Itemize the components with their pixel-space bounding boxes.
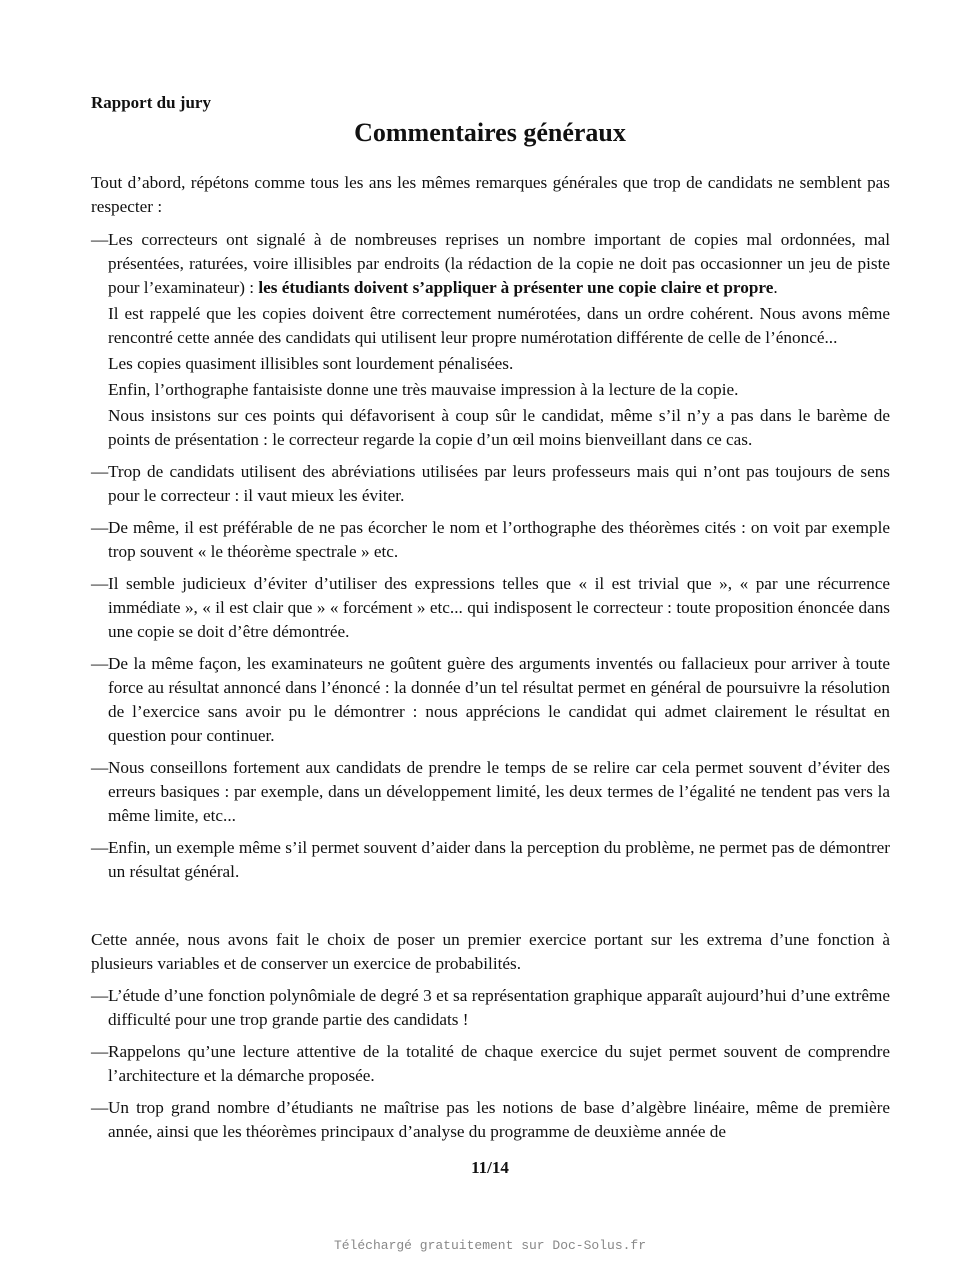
item-text: Trop de candidats utilisent des abréviations utilisées par leurs professeurs mais qui n’ont pas toujours de sens pour le correcteur : il vaut mieux les éviter. — [108, 462, 890, 505]
item-text: L’étude d’une fonction polynômiale de degré 3 et sa représentation graphique apparaît aujourd’hui d’une extrême difficulté pour une trop grande partie des candidats ! — [108, 986, 890, 1029]
item-text: Les correcteurs ont signalé à de nombreuses reprises un nombre important de copies mal ordonnées, mal présentées, raturées, voire illisibles par endroits (la rédaction de la copie ne doit pas occasionner un jeu de piste pour l’examinateur) : — [108, 230, 890, 297]
sub-paragraph: Il est rappelé que les copies doivent être correctement numérotées, dans un ordre cohérent. Nous avons même rencontré cette année des candidats qui utilisent leur propre numérotation différente de celle de l’énoncé... — [108, 304, 890, 347]
remarks-list — [91, 228, 890, 892]
em-dash-bullet: — — [91, 230, 109, 249]
download-footer: Téléchargé gratuitement sur Doc-Solus.fr — [333, 1238, 647, 1253]
em-dash-bullet: — — [91, 574, 109, 593]
em-dash-bullet: — — [91, 518, 109, 537]
exercise-paragraph: Cette année, nous avons fait le choix de poser un premier exercice portant sur les extrema d’une fonction à plusieurs variables et de conserver un exercice de probabilités. — [91, 930, 890, 973]
list-item — [91, 652, 890, 748]
exercise-remarks-list — [91, 984, 890, 1152]
list-item — [91, 1096, 890, 1144]
intro-paragraph: Tout d’abord, répétons comme tous les ans les mêmes remarques générales que trop de candidats ne semblent pas respecter : — [91, 173, 890, 216]
item-text: Il semble judicieux d’éviter d’utiliser des expressions telles que « il est trivial que », « par une récurrence immédiate », « il est clair que » « forcément » etc... qui indisposent le correcteur : toute proposition énoncée dans une copie se doit d’être démontrée. — [108, 574, 890, 641]
em-dash-bullet: — — [91, 462, 109, 481]
page-number: 11/14 — [471, 1158, 509, 1177]
sub-paragraph: Enfin, l’orthographe fantaisiste donne une très mauvaise impression à la lecture de la copie. — [108, 380, 739, 399]
report-header-label: Rapport du jury — [91, 93, 211, 112]
sub-paragraphs — [108, 302, 890, 452]
item-text: De même, il est préférable de ne pas écorcher le nom et l’orthographe des théorèmes cités : on voit par exemple trop souvent « le théorème spectrale » etc. — [108, 518, 890, 561]
list-item — [91, 756, 890, 828]
em-dash-bullet: — — [91, 654, 109, 673]
emphasis-text: les étudiants doivent s’appliquer à présenter une copie claire et propre — [258, 278, 774, 297]
item-text: Enfin, un exemple même s’il permet souvent d’aider dans la perception du problème, ne permet pas de démontrer un résultat général. — [108, 838, 890, 881]
item-text: Un trop grand nombre d’étudiants ne maîtrise pas les notions de base d’algèbre linéaire, même de première année, ainsi que les théorèmes principaux d’analyse du programme de deuxième année de — [108, 1098, 890, 1141]
list-item — [91, 1040, 890, 1088]
em-dash-bullet: — — [91, 1042, 109, 1061]
section-title: Commentaires généraux — [354, 118, 626, 147]
em-dash-bullet: — — [91, 758, 109, 777]
em-dash-bullet: — — [91, 1098, 109, 1117]
item-text: Rappelons qu’une lecture attentive de la totalité de chaque exercice du sujet permet souvent de comprendre l’architecture et la démarche proposée. — [108, 1042, 890, 1085]
list-item — [91, 460, 890, 508]
item-text: De la même façon, les examinateurs ne goûtent guère des arguments inventés ou fallacieux pour arriver à toute force au résultat annoncé dans l’énoncé : la donnée d’un tel résultat permet en général de poursuivre la résolution de l’exercice sans avoir pu le démontrer : nous apprécions le candidat qui admet clairement le résultat en question pour continuer. — [108, 654, 890, 745]
list-item — [91, 836, 890, 884]
item-text-end: . — [773, 278, 778, 297]
sub-paragraph: Les copies quasiment illisibles sont lourdement pénalisées. — [108, 354, 514, 373]
list-item — [91, 228, 890, 452]
item-text: Nous conseillons fortement aux candidats de prendre le temps de se relire car cela permet souvent d’éviter des erreurs basiques : par exemple, dans un développement limité, les deux termes de l’égalité ne tendent pas vers la même limite, etc... — [108, 758, 890, 825]
list-item — [91, 984, 890, 1032]
em-dash-bullet: — — [91, 986, 109, 1005]
em-dash-bullet: — — [91, 838, 109, 857]
list-item — [91, 572, 890, 644]
list-item — [91, 516, 890, 564]
sub-paragraph: Nous insistons sur ces points qui défavorisent à coup sûr le candidat, même s’il n’y a pas dans le barème de points de présentation : le correcteur regarde la copie d’un œil moins bienveillant dans ce cas. — [108, 406, 890, 449]
